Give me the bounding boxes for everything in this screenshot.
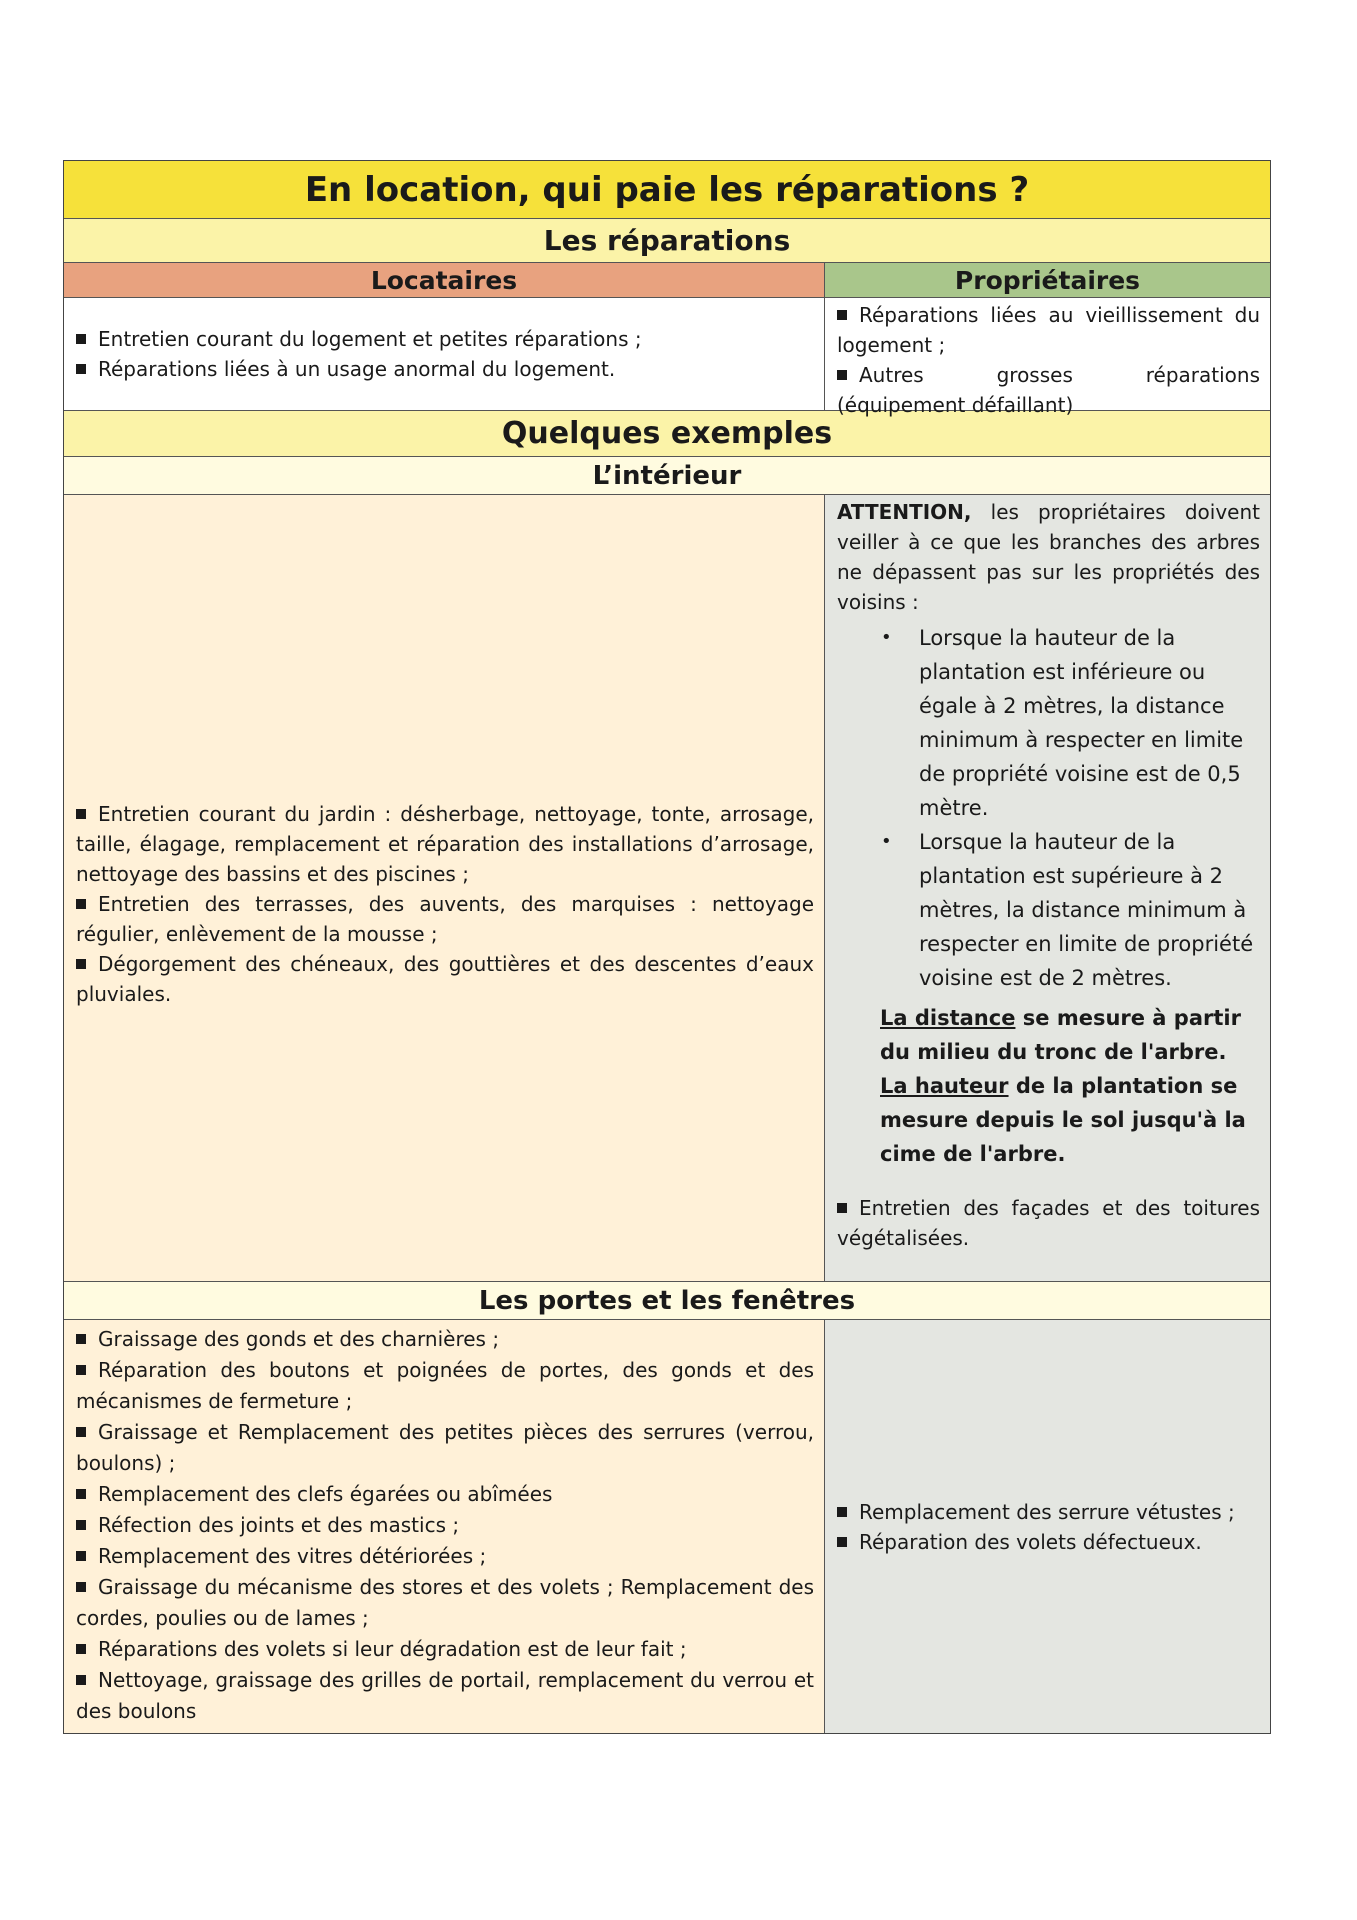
list-item: Dégorgement des chéneaux, des gouttières et des descentes d’eaux pluviales.: [76, 952, 814, 1006]
square-bullet-icon: [76, 1551, 86, 1561]
square-bullet-icon: [76, 334, 86, 344]
square-bullet-icon: [76, 959, 86, 969]
square-bullet-icon: [837, 370, 847, 380]
list-item: • Lorsque la hauteur de la plantation est inférieure ou égale à 2 mètres, la distance minimum à respecter en limite de propriété voisine est de 0,5 mètre.: [919, 621, 1260, 825]
list-item: Remplacement des serrure vétustes ;: [837, 1497, 1260, 1527]
doors-tenants-cell: [64, 1320, 825, 1733]
repairs-table: [63, 160, 1271, 1734]
interior-owners-cell: [825, 495, 1270, 1281]
list-item: Réparations liées à un usage anormal du logement.: [76, 354, 814, 384]
list-item: Graissage des gonds et des charnières ;: [76, 1324, 814, 1355]
square-bullet-icon: [76, 899, 86, 909]
list-item: Réparations des volets si leur dégradation est de leur fait ;: [76, 1634, 814, 1665]
repairs-row: [64, 298, 1270, 417]
attention-label: ATTENTION,: [837, 500, 972, 524]
page-title: En location, qui paie les réparations ?: [64, 161, 1270, 219]
interior-row: [64, 495, 1270, 1282]
list-item: Remplacement des clefs égarées ou abîmées: [76, 1479, 814, 1510]
list-item: Graissage et Remplacement des petites pièces des serrures (verrou, boulons) ;: [76, 1420, 814, 1475]
square-bullet-icon: [76, 1644, 86, 1654]
column-headers-row: [64, 263, 1270, 298]
section-doors-heading: Les portes et les fenêtres: [64, 1282, 1270, 1320]
list-item: Graissage du mécanisme des stores et des volets ; Remplacement des cordes, poulies ou de lames ;: [76, 1575, 814, 1630]
list-item: Remplacement des vitres détériorées ;: [76, 1541, 814, 1572]
list-item: • Lorsque la hauteur de la plantation est supérieure à 2 mètres, la distance minimum à respecter en limite de propriété voisine est de 2 mètres.: [919, 825, 1260, 995]
repairs-tenants-cell: [64, 298, 825, 410]
square-bullet-icon: [76, 809, 86, 819]
square-bullet-icon: [837, 310, 847, 320]
list-item: Entretien des terrasses, des auvents, des marquises : nettoyage régulier, enlèvement de la mousse ;: [76, 892, 814, 946]
doors-row: [64, 1320, 1270, 1733]
square-bullet-icon: [76, 364, 86, 374]
list-item: Réfection des joints et des mastics ;: [76, 1510, 814, 1541]
list-item: Réparation des boutons et poignées de portes, des gonds et des mécanismes de fermeture ;: [76, 1358, 814, 1413]
section-interior-heading: L’intérieur: [64, 457, 1270, 495]
doors-owners-cell: [825, 1320, 1270, 1733]
square-bullet-icon: [76, 1675, 86, 1685]
square-bullet-icon: [76, 1365, 86, 1375]
planting-rules-list: [837, 621, 1260, 995]
interior-tenants-cell: [64, 495, 825, 1281]
square-bullet-icon: [837, 1507, 847, 1517]
list-item: Entretien courant du logement et petites réparations ;: [76, 324, 814, 354]
list-item: Réparations liées au vieillissement du logement ;: [837, 303, 1260, 357]
square-bullet-icon: [76, 1427, 86, 1437]
square-bullet-icon: [837, 1537, 847, 1547]
section-examples-heading: Quelques exemples: [64, 411, 1270, 457]
repairs-owners-cell: [825, 298, 1270, 417]
square-bullet-icon: [76, 1520, 86, 1530]
distance-note: La distance se mesure à partir du milieu du tronc de l'arbre.: [880, 1006, 1241, 1064]
square-bullet-icon: [837, 1203, 847, 1213]
list-item: Réparation des volets défectueux.: [837, 1527, 1260, 1557]
owners-column-header: Propriétaires: [825, 263, 1270, 297]
square-bullet-icon: [76, 1489, 86, 1499]
square-bullet-icon: [76, 1582, 86, 1592]
list-item: Nettoyage, graissage des grilles de portail, remplacement du verrou et des boulons: [76, 1668, 814, 1723]
list-item: Entretien des façades et des toitures végétalisées.: [837, 1196, 1260, 1250]
square-bullet-icon: [76, 1334, 86, 1344]
list-item: Entretien courant du jardin : désherbage, nettoyage, tonte, arrosage, taille, élagage, remplacement et réparation des installations d’arrosage, nettoyage des bassins et des piscines ;: [76, 802, 814, 886]
height-note: La hauteur de la plantation se mesure depuis le sol jusqu'à la cime de l'arbre.: [880, 1074, 1246, 1166]
attention-paragraph: ATTENTION, les propriétaires doivent veiller à ce que les branches des arbres ne dépassent pas sur les propriétés des voisins :: [837, 500, 1260, 614]
tenants-column-header: Locataires: [64, 263, 825, 297]
section-repairs-heading: Les réparations: [64, 219, 1270, 263]
list-item: Autres grosses réparations (équipement défaillant): [837, 363, 1260, 417]
